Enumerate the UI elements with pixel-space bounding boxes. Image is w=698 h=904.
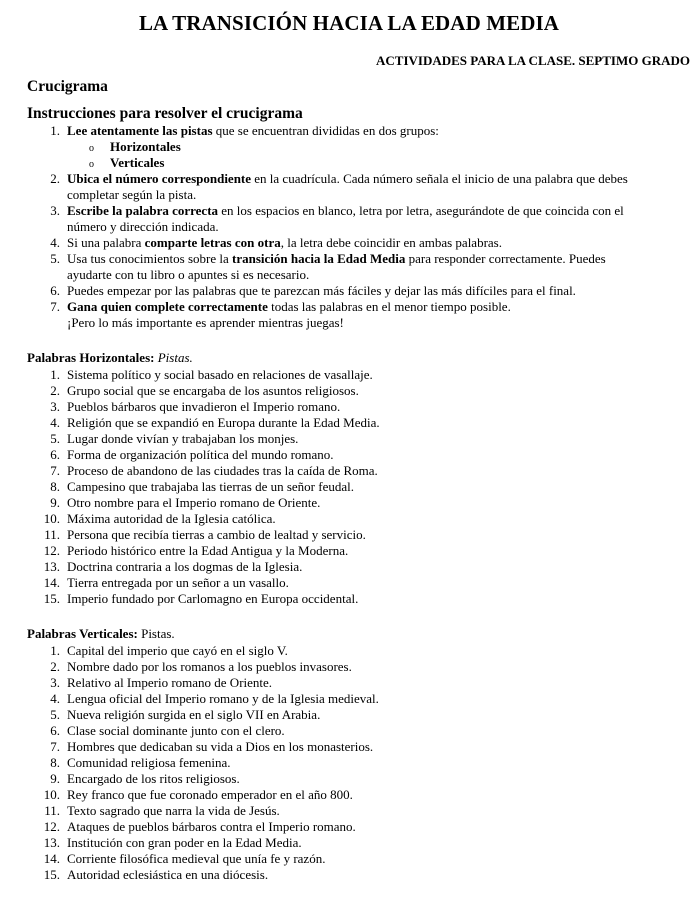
clue-text: Proceso de abandono de las ciudades tras la caída de Roma.	[67, 463, 378, 478]
horizontal-clue-item	[0, 591, 698, 607]
clue-number: 7.	[50, 463, 60, 478]
clue-number: 12.	[43, 543, 60, 558]
clue-text: Doctrina contraria a los dogmas de la Iglesia.	[67, 559, 303, 574]
vertical-clue-item	[0, 675, 698, 691]
horizontal-clue-item	[0, 511, 698, 527]
clue-number: 9.	[50, 771, 60, 786]
horizontal-clue-item	[0, 463, 698, 479]
instruction-item: 4. Si una palabra comparte letras con otra, la letra debe coincidir en ambas palabras.	[50, 235, 502, 250]
clue-number: 8.	[50, 479, 60, 494]
clue-text: Relativo al Imperio romano de Oriente.	[67, 675, 273, 690]
clue-number: 2.	[50, 383, 60, 398]
horizontal-clue-item	[0, 383, 698, 399]
page-subtitle: ACTIVIDADES PARA LA CLASE. SEPTIMO GRADO	[376, 53, 690, 68]
vertical-clue-item	[0, 739, 698, 755]
clue-number: 15.	[43, 591, 60, 606]
horizontal-clue-item	[0, 479, 698, 495]
clue-number: 9.	[50, 495, 60, 510]
clue-text: Forma de organización política del mundo romano.	[67, 447, 334, 462]
page-title: LA TRANSICIÓN HACIA LA EDAD MEDIA	[138, 11, 560, 35]
horizontal-heading: Palabras Horizontales: Pistas.	[27, 350, 193, 365]
clue-text: Campesino que trabajaba las tierras de un señor feudal.	[67, 479, 354, 494]
clue-text: Máxima autoridad de la Iglesia católica.	[67, 511, 276, 526]
instruction-item: 7. Gana quien complete correctamente todas las palabras en el menor tiempo posible.	[50, 299, 511, 314]
clue-text: Otro nombre para el Imperio romano de Oriente.	[67, 495, 321, 510]
horizontal-clue-item	[0, 399, 698, 415]
clue-number: 7.	[50, 739, 60, 754]
clue-number: 5.	[50, 707, 60, 722]
horizontal-clue-item	[0, 559, 698, 575]
clue-number: 10.	[43, 511, 60, 526]
vertical-clue-item	[0, 851, 698, 867]
horizontal-clue-item	[0, 543, 698, 559]
clue-text: Institución con gran poder en la Edad Media.	[67, 835, 302, 850]
clue-number: 14.	[43, 575, 60, 590]
instruction-item: 3. Escribe la palabra correcta en los espacios en blanco, letra por letra, asegurándote de que coincida con el	[50, 203, 624, 218]
horizontal-clue-item	[0, 415, 698, 431]
clue-number: 11.	[44, 527, 60, 542]
clue-number: 14.	[43, 851, 60, 866]
vertical-clue-item	[0, 723, 698, 739]
clue-number: 3.	[50, 675, 60, 690]
horizontal-clue-item	[0, 527, 698, 543]
clue-text: Nombre dado por los romanos a los pueblos invasores.	[67, 659, 352, 674]
clue-text: Encargado de los ritos religiosos.	[67, 771, 240, 786]
clue-text: Persona que recibía tierras a cambio de lealtad y servicio.	[67, 527, 366, 542]
vertical-clue-item	[0, 691, 698, 707]
clue-number: 4.	[50, 691, 60, 706]
clue-text: Comunidad religiosa femenina.	[67, 755, 231, 770]
clue-text: Imperio fundado por Carlomagno en Europa occidental.	[67, 591, 359, 606]
horizontal-clues-list	[0, 367, 698, 607]
clue-number: 5.	[50, 431, 60, 446]
clue-number: 15.	[43, 867, 60, 882]
instruction-item: 6. Puedes empezar por las palabras que te parezcan más fáciles y dejar las más difíciles para el final.	[50, 283, 576, 298]
clue-number: 2.	[50, 659, 60, 674]
clue-text: Clase social dominante junto con el clero.	[67, 723, 285, 738]
clue-number: 13.	[43, 559, 60, 574]
clue-text: Rey franco que fue coronado emperador en el año 800.	[67, 787, 353, 802]
clue-text: Nueva religión surgida en el siglo VII en Arabia.	[67, 707, 321, 722]
vertical-clue-item	[0, 707, 698, 723]
clue-number: 6.	[50, 723, 60, 738]
vertical-clue-item	[0, 835, 698, 851]
clue-text: Pueblos bárbaros que invadieron el Imperio romano.	[67, 399, 341, 414]
clue-number: 6.	[50, 447, 60, 462]
vertical-clue-item	[0, 867, 698, 883]
clue-text: Hombres que dedicaban su vida a Dios en los monasterios.	[67, 739, 374, 754]
instructions-list: 1. Lee atentamente las pistas que se encuentran divididas en dos grupos: o Horizontales o Verticales 2. Ubica el número correspondiente en la cuadrícula. Cada número señala el inicio de una palabra que debes completar según la pista. 3. Escribe la palabra correcta en los espacios en blanco, letra por letra, asegurándote de que coincida con el número y dirección indicada. 4. Si una palabra comparte letras con otra, la letra debe coincidir en ambas palabras. 5. Usa tus conocimientos sobre la transición hacia la Edad Media para responder correctamente. Puedes ayudarte con tu libro o apuntes si es necesario. 6. Puedes empezar por las palabras que te parezcan más fáciles y dejar las más difíciles para el final. 7. Gana quien complete correctamente todas las palabras en el menor tiempo posible. ¡Pero lo más importante es aprender mientras juegas!	[0, 123, 698, 331]
horizontal-clue-item	[0, 575, 698, 591]
instruction-item: 1. Lee atentamente las pistas que se encuentran divididas en dos grupos:	[50, 123, 439, 138]
clue-number: 13.	[43, 835, 60, 850]
clue-text: Capital del imperio que cayó en el siglo V.	[67, 643, 288, 658]
clue-number: 1.	[50, 643, 60, 658]
instruction-item: 5. Usa tus conocimientos sobre la transición hacia la Edad Media para responder correctamente. Puedes	[50, 251, 606, 266]
horizontal-clue-item	[0, 495, 698, 511]
clue-text: Lugar donde vivían y trabajaban los monjes.	[67, 431, 299, 446]
instruction-subitem: o Verticales	[0, 155, 698, 171]
bullet-icon: o	[89, 159, 94, 170]
instruction-item: 2. Ubica el número correspondiente en la cuadrícula. Cada número señala el inicio de una palabra que debes	[50, 171, 628, 186]
instruction-subitem: o Horizontales	[0, 139, 698, 155]
clue-number: 10.	[43, 787, 60, 802]
clue-number: 11.	[44, 803, 60, 818]
vertical-clue-item	[0, 803, 698, 819]
vertical-clue-item	[0, 771, 698, 787]
vertical-clue-item	[0, 819, 698, 835]
clue-text: Grupo social que se encargaba de los asuntos religiosos.	[67, 383, 359, 398]
vertical-clue-item	[0, 659, 698, 675]
clue-number: 1.	[50, 367, 60, 382]
vertical-clue-item	[0, 787, 698, 803]
clue-text: Autoridad eclesiástica en una diócesis.	[67, 867, 269, 882]
horizontal-clue-item	[0, 367, 698, 383]
clue-number: 4.	[50, 415, 60, 430]
horizontal-clue-item	[0, 431, 698, 447]
clue-text: Ataques de pueblos bárbaros contra el Imperio romano.	[67, 819, 356, 834]
clue-text: Periodo histórico entre la Edad Antigua y la Moderna.	[67, 543, 349, 558]
clue-text: Texto sagrado que narra la vida de Jesús.	[67, 803, 280, 818]
horizontal-clue-item	[0, 447, 698, 463]
vertical-clue-item	[0, 755, 698, 771]
vertical-heading: Palabras Verticales: Pistas.	[27, 626, 175, 641]
section-title: Crucigrama	[27, 78, 108, 95]
clue-text: Religión que se expandió en Europa durante la Edad Media.	[67, 415, 380, 430]
clue-number: 12.	[43, 819, 60, 834]
clue-text: Corriente filosófica medieval que unía fe y razón.	[67, 851, 326, 866]
clue-number: 8.	[50, 755, 60, 770]
instructions-title: Instrucciones para resolver el crucigrama	[27, 105, 303, 122]
bullet-icon: o	[89, 143, 94, 154]
clue-number: 3.	[50, 399, 60, 414]
vertical-clues-list	[0, 643, 698, 883]
clue-text: Tierra entregada por un señor a un vasallo.	[67, 575, 289, 590]
clue-text: Lengua oficial del Imperio romano y de la Iglesia medieval.	[67, 691, 379, 706]
vertical-clue-item	[0, 643, 698, 659]
clue-text: Sistema político y social basado en relaciones de vasallaje.	[67, 367, 373, 382]
